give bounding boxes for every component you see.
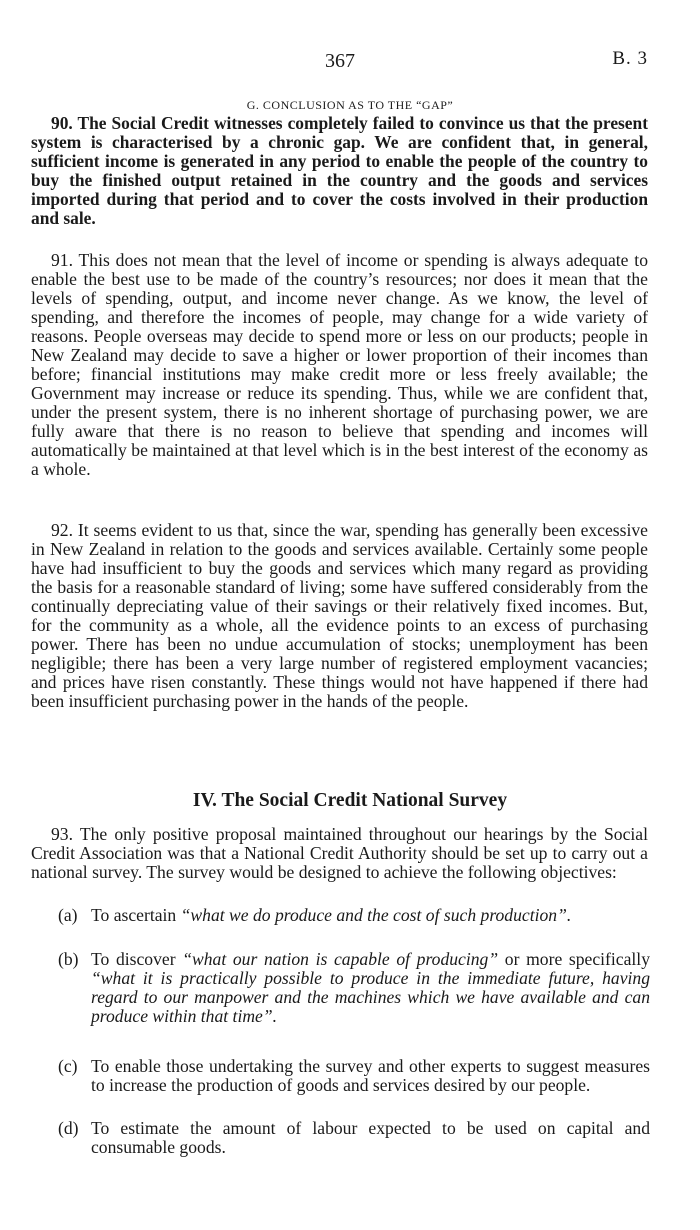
list-marker: (a) bbox=[58, 905, 78, 925]
paragraph-90 bbox=[31, 114, 648, 228]
objective-item-b bbox=[58, 950, 650, 1026]
section-heading: G. CONCLUSION AS TO THE “GAP” bbox=[246, 98, 454, 112]
paragraph-93 bbox=[31, 825, 648, 882]
paragraph-text: The Social Credit witnesses completely failed to convince us that the present system is characterised by a chronic gap. We are confident that, in general, sufficient income is generated in any period to enable the people of the country to buy the finished output retained in the country and the goods and services imported during that period and to cover the costs involved in their production and sale. bbox=[31, 113, 648, 228]
list-marker: (b) bbox=[58, 949, 79, 969]
paragraph-text: The only positive proposal maintained throughout our hearings by the Social Credit Association was that a National Credit Authority should be set up to carry out a national survey. The survey would be designed to achieve the following objectives: bbox=[31, 824, 648, 882]
part-heading: IV. The Social Credit National Survey bbox=[192, 790, 508, 811]
list-marker: (c) bbox=[58, 1056, 78, 1076]
objective-quote: “what our nation is capable of producing” bbox=[182, 949, 499, 969]
list-marker: (d) bbox=[58, 1118, 79, 1138]
objective-text: To ascertain “what we do produce and the cost of such production”. bbox=[91, 905, 572, 925]
objective-item-d bbox=[58, 1119, 650, 1157]
objective-item-c bbox=[58, 1057, 650, 1095]
objective-text: To discover “what our nation is capable of producing” or more specifically “what it is practically possible to produce in the immediate future, having regard to our manpower and the machines which we have available and can produce within that time”. bbox=[91, 949, 650, 1026]
page-number: 367 bbox=[325, 50, 355, 72]
paragraph-number: 90. bbox=[51, 113, 73, 133]
paragraph-text: It seems evident to us that, since the war, spending has generally been excessive in New Zealand in relation to the goods and services available. Certainly some people have had insufficient to buy the goods and services which many regard as providing the basis for a reasonable standard of living; some have suffered considerably from the continually depreciating value of their savings or their relatively fixed incomes. But, for the community as a whole, all the evidence points to an excess of purchasing power. There has been no undue accumulation of stocks; unemployment has been negligible; there has been a very large number of registered employment vacancies; and prices have risen constantly. These things would not have happened if there had been insufficient purchasing power in the hands of the people. bbox=[31, 520, 648, 711]
objective-text: To estimate the amount of labour expected to be used on capital and consumable goods. bbox=[91, 1118, 650, 1157]
paragraph-text: This does not mean that the level of income or spending is always adequate to enable the best use to be made of the country’s resources; nor does it mean that the levels of spending, output, and income never change. As we know, the level of spending, and therefore the incomes of people, may change for a wide variety of reasons. People overseas may decide to spend more or less on our products; people in New Zealand may decide to save a higher or lower proportion of their incomes than before; financial institutions may make credit more or less freely available; the Government may increase or reduce its spending. Thus, while we are confident that, under the present system, there is no inherent shortage of purchasing power, we are fully aware that there is no reason to believe that spending and incomes will automatically be maintained at that level which is in the best interest of the economy as a whole. bbox=[31, 250, 648, 479]
objective-item-a bbox=[58, 906, 650, 925]
report-code: B. 3 bbox=[612, 48, 648, 69]
paragraph-92 bbox=[31, 521, 648, 711]
paragraph-number: 93. bbox=[51, 824, 73, 844]
paragraph-91 bbox=[31, 251, 648, 479]
objective-text: To enable those undertaking the survey and other experts to suggest measures to increase the production of goods and services desired by our people. bbox=[91, 1056, 650, 1095]
paragraph-number: 92. bbox=[51, 520, 73, 540]
objective-quote-2: “what it is practically possible to produce in the immediate future, having regard to our manpower and the machines which we have available and can produce within that time”. bbox=[91, 968, 650, 1026]
objective-quote: “what we do produce and the cost of such production”. bbox=[180, 905, 572, 925]
paragraph-number: 91. bbox=[51, 250, 73, 270]
